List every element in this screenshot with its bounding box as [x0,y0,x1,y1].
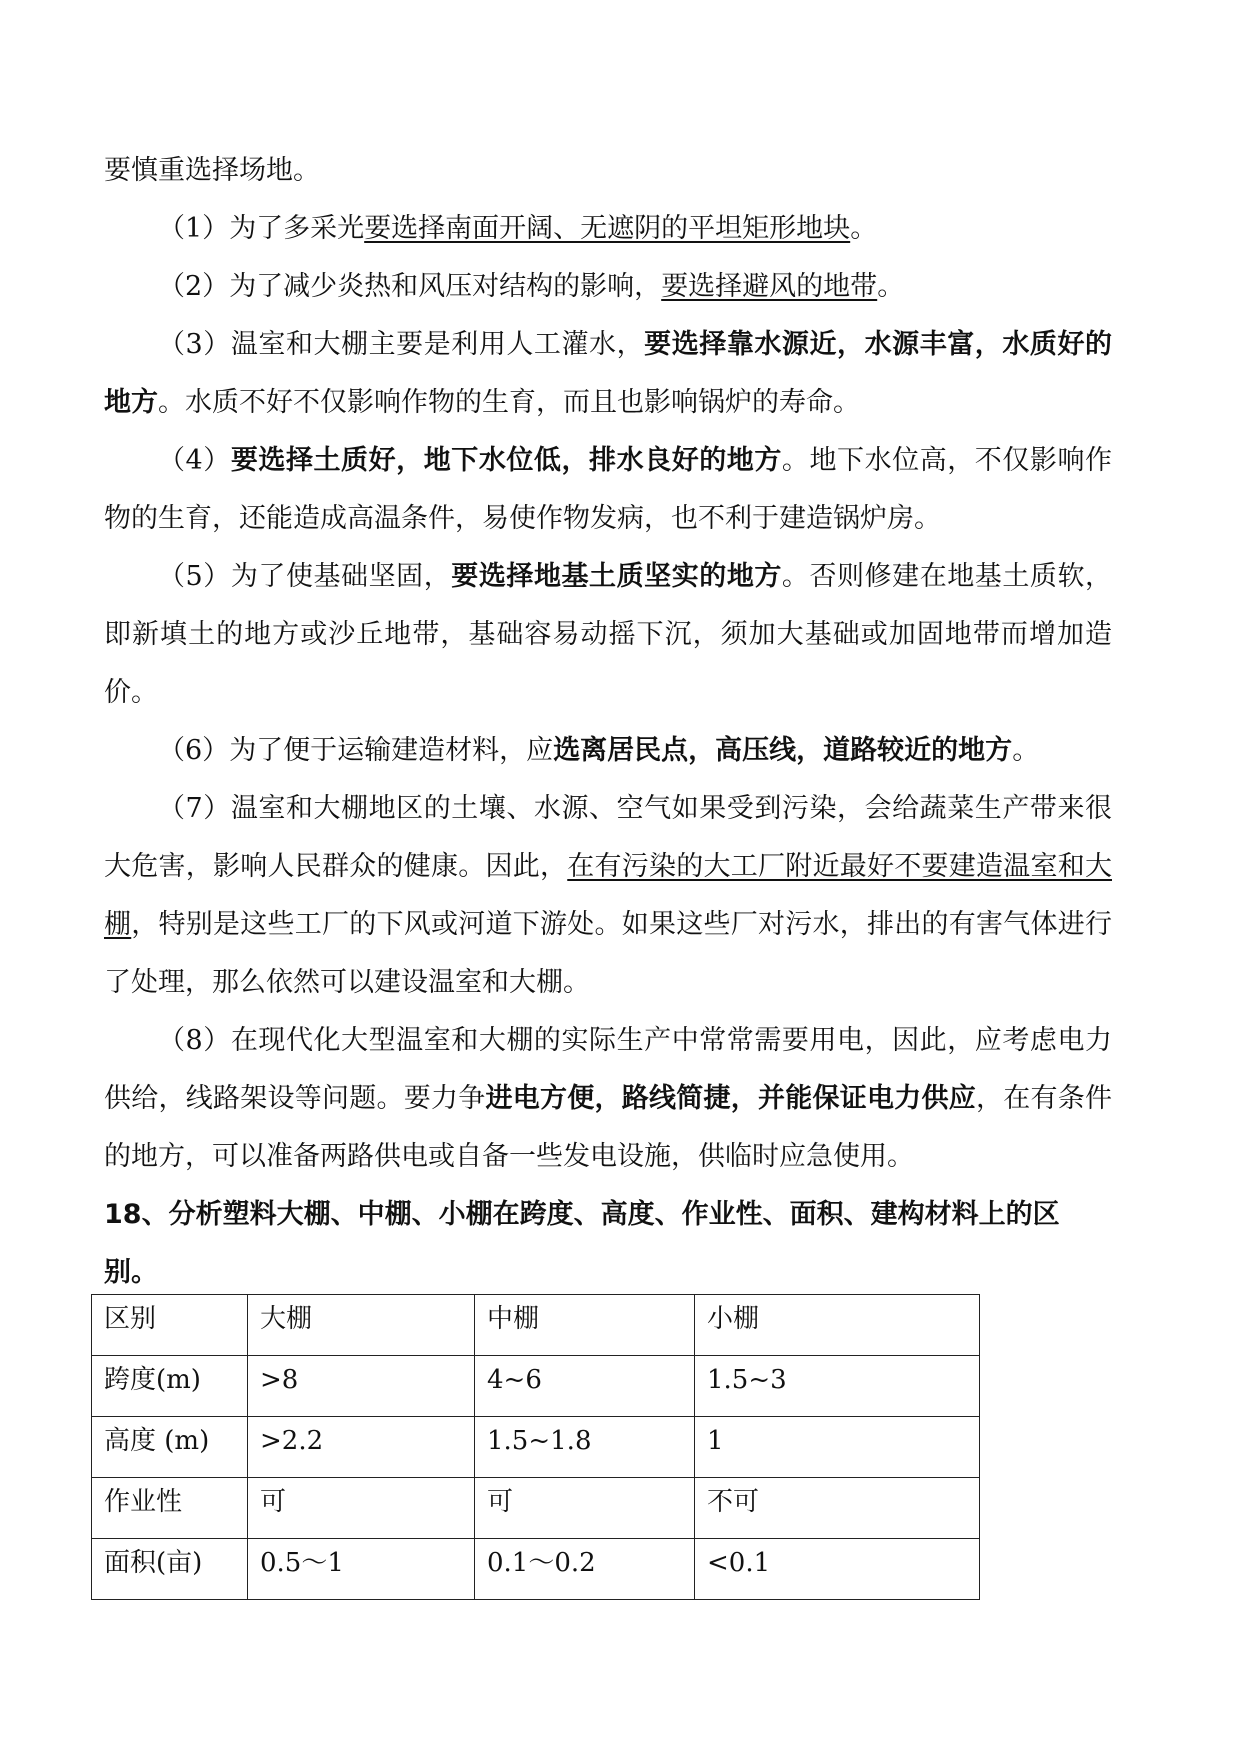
item-text: 。否则修建在地基土质软，即新填土的地方或沙丘地带，基础容易动摇下沉，须加大基础或加固地带而增加造价。 [104,561,1113,708]
item-number: （4） [158,445,231,476]
table-cell: 0.5～1 [248,1539,475,1600]
item-number: （6） [158,735,230,766]
item-number: （7） [158,793,231,824]
table-cell: 可 [475,1478,695,1539]
table-row [92,1417,980,1478]
item-3 [104,316,1112,432]
table-cell: 4~6 [475,1356,695,1417]
item-text: 。 [877,271,905,302]
item-number: （2） [158,271,230,302]
table-cell: 作业性 [92,1478,248,1539]
item-8 [104,1012,1112,1186]
item-underlined-text: 要选择避风的地带 [661,271,878,302]
table-row [92,1539,980,1600]
item-7 [104,780,1112,1012]
item-6 [104,722,1112,780]
document-body [104,142,1112,1302]
item-bold-text: 要选择地基土质坚实的地方 [451,561,782,592]
table-cell: 小棚 [695,1295,980,1356]
table-cell: 1.5~1.8 [475,1417,695,1478]
item-bold-text: 进电方便，路线简捷，并能保证电力供应 [485,1083,976,1114]
table-cell: 可 [248,1478,475,1539]
table-cell: 1 [695,1417,980,1478]
item-bold-text: 要选择土质好，地下水位低，排水良好的地方 [230,445,782,476]
item-text: ，特别是这些工厂的下风或河道下游处。如果这些厂对污水，排出的有害气体进行了处理，那么依然可以建设温室和大棚。 [104,909,1112,998]
table-header-row [92,1295,980,1356]
item-2 [104,258,1112,316]
item-text: 为了多采光 [229,213,365,244]
item-text: 。地下水位高，不仅影响作物的生育，还能造成高温条件，易使作物发病，也不利于建造锅炉房。 [104,445,1113,534]
table-row [92,1478,980,1539]
table-cell: 1.5~3 [695,1356,980,1417]
item-text: ，在有条件的地方，可以准备两路供电或自备一些发电设施，供临时应急使用。 [104,1083,1112,1172]
item-bold-text: 要选择靠水源近，水源丰富，水质好的地方 [104,329,1113,418]
item-4 [104,432,1112,548]
item-text: 。水质不好不仅影响作物的生育，而且也影响锅炉的寿命。 [158,387,860,418]
comparison-table [91,1294,980,1600]
item-number: （8） [158,1025,231,1056]
item-text: 。 [850,213,878,244]
item-text: 。 [1012,735,1040,766]
table-body [92,1295,980,1600]
table-cell: <0.1 [695,1539,980,1600]
item-text: 温室和大棚地区的土壤、水源、空气如果受到污染，会给蔬菜生产带来很大危害，影响人民群众的健康。因此， [104,793,1112,882]
intro-text: 要慎重选择场地。 [104,155,320,186]
item-bold-text: 选离居民点，高压线，道路较近的地方 [553,735,1013,766]
table-cell: 高度 (m) [92,1417,248,1478]
item-number: （5） [158,561,231,592]
item-text: 温室和大棚主要是利用人工灌水， [230,329,645,360]
item-number: （1） [158,213,230,244]
item-underlined-text: 在有污染的大工厂附近最好不要建造温室和大棚 [104,851,1112,940]
item-underlined-text: 要选择南面开阔、无遮阴的平坦矩形地块 [364,213,851,244]
table-cell: 中棚 [475,1295,695,1356]
question-heading: 18、分析塑料大棚、中棚、小棚在跨度、高度、作业性、面积、建构材料上的区别。 [104,1199,1060,1288]
table-row [92,1356,980,1417]
table-cell: >8 [248,1356,475,1417]
table-cell: 大棚 [248,1295,475,1356]
item-text: 在现代化大型温室和大棚的实际生产中常常需要用电，因此，应考虑电力供给，线路架设等问题。要力争 [104,1025,1112,1114]
table-cell: 跨度(m) [92,1356,248,1417]
item-1 [104,200,1112,258]
item-text: 为了使基础坚固， [230,561,452,592]
table-cell: 面积(亩) [92,1539,248,1600]
item-number: （3） [158,329,231,360]
table-cell: >2.2 [248,1417,475,1478]
table-cell: 区别 [92,1295,248,1356]
table-cell: 不可 [695,1478,980,1539]
item-text: 为了便于运输建造材料，应 [229,735,554,766]
item-5 [104,548,1112,722]
item-text: 为了减少炎热和风压对结构的影响， [229,271,662,302]
table-cell: 0.1～0.2 [475,1539,695,1600]
